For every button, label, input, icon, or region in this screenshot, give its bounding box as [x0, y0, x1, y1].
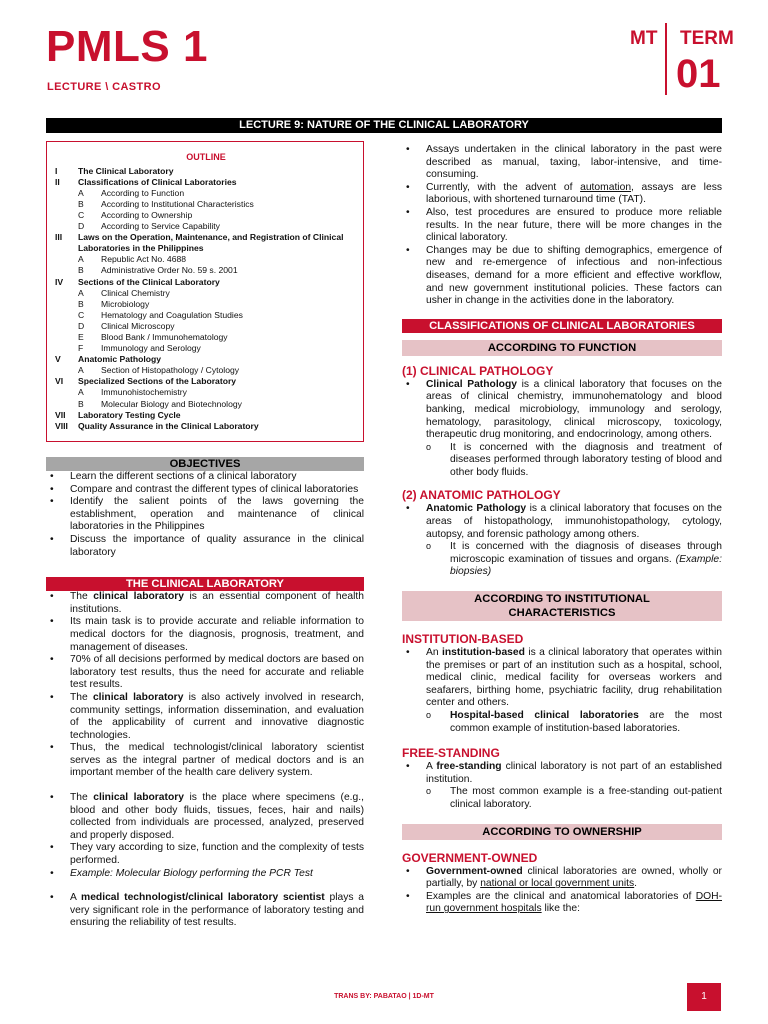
outline-subsection — [55, 365, 357, 376]
outline-subsection-letter: F — [78, 343, 84, 354]
outline-subsection — [55, 265, 357, 276]
outline-subsection-letter: E — [78, 332, 84, 342]
list-item: • A free-standing clinical laboratory is not part of an established institution. — [402, 761, 722, 786]
objective-item: • Identify the salient points of the laws governing the establishment, operation and maintenance of clinical laboratories in the Philippines — [46, 496, 364, 534]
intro-list — [402, 144, 722, 308]
outline-section — [55, 421, 357, 432]
list-item: • An institution-based is a clinical laboratory that operates within the premises or part of an institution such as a hospital, school, medical clinic, medical facility for overseas workers and seafarers, birthing home, psychiatric facility, drug rehabilitation center and others. — [402, 647, 722, 710]
list-item: o It is concerned with the diagnosis of diseases through microscopic examination of tissues and organs. (Example: biopsies) — [402, 541, 722, 579]
clinical-pathology-heading: (1) CLINICAL PATHOLOGY — [402, 363, 554, 378]
lecture-title-bar: LECTURE 9: NATURE OF THE CLINICAL LABORATORY — [46, 118, 722, 133]
left-column — [46, 141, 364, 930]
outline-section — [55, 177, 357, 188]
list-item: • Currently, with the advent of automation, assays are less laborious, with shortened turnaround time (TAT). — [402, 182, 722, 207]
institution-based-heading: INSTITUTION-BASED — [402, 632, 524, 647]
outline-section-number: I — [55, 165, 58, 176]
outline-section-number: II — [55, 176, 60, 187]
outline-subsection — [55, 343, 357, 354]
outline-section-label: Specialized Sections of the Laboratory — [78, 376, 237, 387]
mt-label: MT — [630, 28, 658, 49]
list-item: • The clinical laboratory is the place where specimens (e.g., blood and other body fluids, tissues, feces, hair and nails) collected from individuals are processed, analyzed, preserved and properly disposed. — [46, 792, 364, 842]
anatomic-pathology-heading: (2) ANATOMIC PATHOLOGY — [402, 488, 561, 503]
footer-credit: TRANS BY: PABATAO | 1D-MT — [334, 993, 434, 1000]
outline-subsection-letter: B — [78, 298, 84, 309]
outline-subsection-label: According to Institutional Characteristics — [101, 198, 254, 209]
outline-section-label: The Clinical Laboratory — [78, 165, 174, 176]
outline-section-number: V — [55, 354, 61, 365]
page-number: 1 — [687, 983, 721, 1011]
term-label: TERM — [680, 28, 734, 49]
institution-based-list — [402, 647, 722, 710]
objectives-header: OBJECTIVES — [46, 457, 364, 471]
outline-subsection — [55, 221, 357, 232]
outline-subsection-letter: B — [78, 398, 84, 409]
outline-section-number: VII — [55, 409, 66, 420]
outline-subsection-label: Microbiology — [101, 298, 150, 309]
objective-item: • Compare and contrast the different types of clinical laboratories — [46, 484, 364, 497]
lecturer-label: LECTURE \ CASTRO — [47, 81, 161, 93]
list-item: • Clinical Pathology is a clinical laboratory that focuses on the areas of clinical chemistry, immunohematology and blood banking, medical microbiology, immunology and serology, hematology, parasitology, clinical microscopy, toxicology, therapeutic drug monitoring, and endocrinology, among others. — [402, 379, 722, 442]
outline-subsection — [55, 254, 357, 265]
list-item: • Its main task is to provide accurate and reliable information to medical doctors for the diagnosis, prognosis, treatment, and management of diseases. — [46, 616, 364, 654]
outline-subsection-letter: A — [78, 387, 84, 398]
outline-subsection-letter: B — [78, 265, 84, 276]
header-divider — [665, 23, 667, 95]
outline-section — [55, 232, 357, 254]
list-item: • They vary according to size, function and the complexity of tests performed. — [46, 842, 364, 867]
outline-title: OUTLINE — [186, 152, 226, 162]
list-item: • The clinical laboratory is also actively involved in research, community settings, information dissemination, and evaluation of the applicability of current and innovative diagnostic technologies. — [46, 692, 364, 742]
outline-subsection-letter: C — [78, 209, 85, 220]
outline-subsection-letter: D — [78, 221, 85, 232]
objective-item: • Discuss the importance of quality assurance in the clinical laboratory — [46, 534, 364, 559]
clinical-lab-header: THE CLINICAL LABORATORY — [46, 577, 364, 591]
clinical-lab-list-3 — [46, 892, 364, 930]
list-item: o It is concerned with the diagnosis and treatment of diseases performed through laboratory testing of blood and other body fluids. — [402, 442, 722, 480]
list-item: • Also, test procedures are ensured to produce more reliable results. In the near future, there will be more changes in the clinical laboratory. — [402, 207, 722, 245]
list-item: o The most common example is a free-standing out-patient clinical laboratory. — [402, 786, 722, 811]
function-header: ACCORDING TO FUNCTION — [402, 340, 722, 356]
outline-section — [55, 376, 357, 387]
outline-subsection — [55, 310, 357, 321]
outline-list — [55, 166, 357, 432]
list-item: • Government-owned clinical laboratories are owned, wholly or partially, by national or local government units. — [402, 866, 722, 891]
outline-section — [55, 410, 357, 421]
outline-section-number: VI — [55, 376, 64, 387]
clinical-pathology-sublist — [402, 442, 722, 480]
government-owned-heading: GOVERNMENT-OWNED — [402, 850, 538, 865]
outline-section — [55, 166, 357, 177]
outline-box — [46, 141, 364, 442]
anatomic-pathology-sublist — [402, 541, 722, 579]
outline-subsection-label: Section of Histopathology / Cytology — [101, 365, 240, 376]
outline-subsection — [55, 199, 357, 210]
outline-section-label: Laboratory Testing Cycle — [78, 409, 181, 420]
outline-section — [55, 354, 357, 365]
outline-subsection-label: Immunohistochemistry — [101, 387, 187, 398]
list-item: • Changes may be due to shifting demographics, emergence of new and re-emergence of infectious and non-infectious diseases, demand for a more efficient and effective workflow, and new government institutional policies. These factors can usher in change in the activities done in the laboratory. — [402, 245, 722, 308]
outline-subsection-label: Clinical Microscopy — [101, 320, 175, 331]
list-item: • A medical technologist/clinical laboratory scientist plays a very significant role in the performance of laboratory testing and ensuring the reliability of test results. — [46, 892, 364, 930]
outline-section-label: Anatomic Pathology — [78, 354, 162, 365]
list-item: • Examples are the clinical and anatomical laboratories of DOH-run government hospitals like the: — [402, 891, 722, 916]
outline-section — [55, 277, 357, 288]
outline-section-label: Quality Assurance in the Clinical Laboratory — [78, 420, 259, 431]
outline-subsection-label: According to Ownership — [101, 209, 193, 220]
objective-item: • Learn the different sections of a clinical laboratory — [46, 471, 364, 484]
outline-subsection-letter: A — [78, 287, 84, 298]
outline-subsection — [55, 399, 357, 410]
outline-subsection — [55, 332, 357, 343]
list-item: • Anatomic Pathology is a clinical laboratory that focuses on the areas of histopathology, immunohistopathology, cytology, autopsy, and forensic pathology among others. — [402, 503, 722, 541]
outline-subsection-label: According to Service Capability — [101, 221, 220, 232]
outline-subsection-label: Blood Bank / Immunohematology — [101, 332, 228, 342]
list-item: • Thus, the medical technologist/clinical laboratory scientist serves as the integral partner of medical doctors and is an important member of the health care delivery system. — [46, 742, 364, 780]
outline-section-label: Sections of the Clinical Laboratory — [78, 276, 220, 287]
outline-subsection — [55, 299, 357, 310]
outline-subsection — [55, 188, 357, 199]
clinical-pathology-list — [402, 379, 722, 442]
course-title: PMLS 1 — [46, 22, 208, 71]
outline-subsection-label: Hematology and Coagulation Studies — [101, 309, 243, 320]
ownership-header: ACCORDING TO OWNERSHIP — [402, 824, 722, 840]
outline-section-number: VIII — [55, 420, 68, 431]
outline-subsection-letter: A — [78, 254, 84, 265]
outline-subsection-label: Administrative Order No. 59 s. 2001 — [101, 265, 238, 276]
classifications-header: CLASSIFICATIONS OF CLINICAL LABORATORIES — [402, 319, 722, 333]
clinical-lab-list-2 — [46, 792, 364, 880]
free-standing-sublist — [402, 786, 722, 811]
outline-subsection-letter: C — [78, 309, 85, 320]
free-standing-heading: FREE-STANDING — [402, 746, 500, 761]
outline-subsection-letter: A — [78, 187, 84, 198]
objectives-list — [46, 471, 364, 559]
outline-subsection-label: Republic Act No. 4688 — [101, 254, 187, 265]
list-item: • Example: Molecular Biology performing the PCR Test — [46, 868, 364, 881]
outline-subsection-label: Immunology and Serology — [101, 343, 201, 354]
institution-header: ACCORDING TO INSTITUTIONAL CHARACTERISTICS — [402, 591, 722, 621]
term-number: 01 — [676, 52, 721, 96]
outline-section-label: Classifications of Clinical Laboratories — [78, 176, 237, 187]
anatomic-pathology-list — [402, 503, 722, 541]
list-item: • Assays undertaken in the clinical laboratory in the past were described as manual, taxing, labor-intensive, and time-consuming. — [402, 144, 722, 182]
outline-section-number: IV — [55, 276, 64, 287]
outline-subsection — [55, 288, 357, 299]
outline-subsection — [55, 387, 357, 398]
list-item: • 70% of all decisions performed by medical doctors are based on laboratory test results, thus the need for accurate and reliable test results. — [46, 654, 364, 692]
outline-subsection-label: Molecular Biology and Biotechnology — [101, 398, 242, 409]
outline-subsection — [55, 210, 357, 221]
outline-subsection — [55, 321, 357, 332]
clinical-lab-list — [46, 591, 364, 780]
free-standing-list — [402, 761, 722, 786]
outline-section-label: Laws on the Operation, Maintenance, and Registration of Clinical Laboratories in the Philippines — [78, 232, 344, 254]
outline-subsection-letter: B — [78, 198, 84, 209]
right-column — [402, 144, 722, 916]
list-item: • The clinical laboratory is an essential component of health institutions. — [46, 591, 364, 616]
outline-subsection-label: Clinical Chemistry — [101, 287, 170, 298]
outline-subsection-letter: D — [78, 320, 85, 331]
institution-based-sublist — [402, 710, 722, 735]
outline-section-number: III — [55, 232, 63, 243]
outline-subsection-label: According to Function — [101, 187, 185, 198]
outline-subsection-letter: A — [78, 365, 84, 376]
list-item: o Hospital-based clinical laboratories are the most common example of institution-based laboratories. — [402, 710, 722, 735]
government-owned-list — [402, 866, 722, 916]
